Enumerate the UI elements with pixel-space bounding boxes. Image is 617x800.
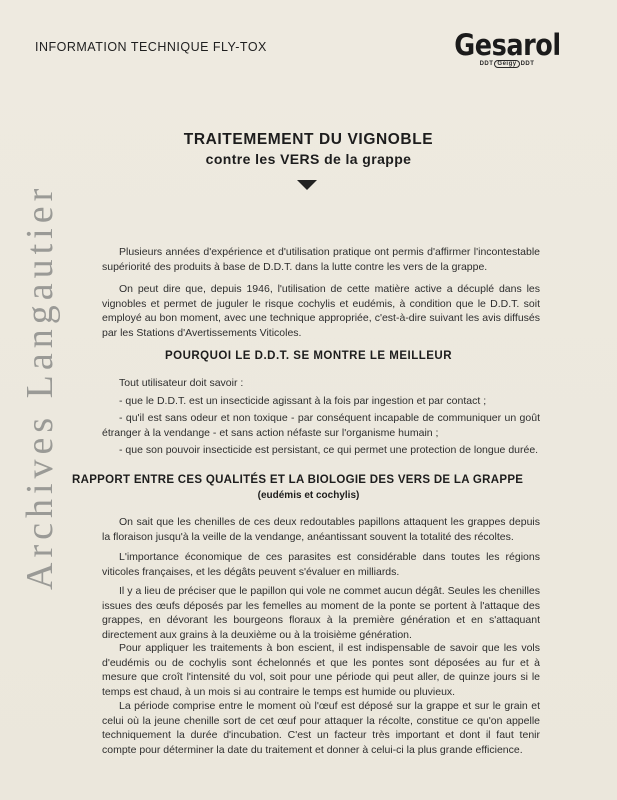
intro-paragraph-1: Plusieurs années d'expérience et d'utilisation pratique ont permis d'affirmer l'incontestable supériorité des produits à base de D.D.T. dans la lutte contre les vers de la grappe. bbox=[102, 246, 540, 273]
section2-paragraph-1: On sait que les chenilles de ces deux redoutables papillons attaquent les grappes depuis la floraison jusqu'à la veille de la vendange, anéantissant souvent la totalité des récoltes. bbox=[102, 516, 540, 543]
section1-item-3: - que son pouvoir insecticide est persistant, ce qui permet une protection de longue durée. bbox=[119, 444, 539, 456]
logo-wordmark: Gesarol bbox=[453, 28, 561, 62]
section2-paragraph-5: La période comprise entre le moment où l'œuf est déposé sur la grappe et sur le grain et celui où la jeune chenille sort de cet œuf pour attaquer la récolte, constitue ce qu'on appelle techniquement la durée d'incubation. C'est un facteur très important et dont il faut tenir compte pour déterminer la date du traitement et donner à celui-ci la plus grande efficience. bbox=[102, 700, 540, 756]
section2-paragraph-3: Il y a lieu de préciser que le papillon qui vole ne commet aucun dégât. Seules les chenilles issues des œufs déposés par les femelles au moment de la ponte se portent à l'attaque des grappes, en dévorant les bourgeons floraux à la première génération et en s'attaquant directement aux grains à la deuxième ou à la troisième génération. bbox=[102, 585, 540, 641]
section2-subheading: (eudémis et cochylis) bbox=[257, 490, 360, 501]
section2-paragraph-4: Pour appliquer les traitements à bon escient, il est indispensable de savoir que les vols d'eudémis ou de cochylis sont échelonnés et que les pontes sont déposées au fur et à mesure que croît l'intensité du vol, soit pour une période qui peut aller, de quinze jours si le temps est chaud, à un mois si au contraire le temps est humide ou pluvieux. bbox=[102, 642, 540, 698]
section1-lead: Tout utilisateur doit savoir : bbox=[119, 377, 244, 389]
section1-item-1: - que le D.D.T. est un insecticide agissant à la fois par ingestion et par contact ; bbox=[119, 395, 487, 407]
intro-paragraph-2: On peut dire que, depuis 1946, l'utilisation de cette matière active a décuplé dans les vignobles et permet de juguler le risque cochylis et eudémis, à condition que le D.D.T. soit employé au bon moment, avec une technique appropriée, c'est-à-dire suivant les avis diffusés par les Stations d'Avertissements Viticoles. bbox=[102, 283, 540, 339]
down-arrow-icon bbox=[297, 180, 317, 190]
logo-sub-right: DDT bbox=[520, 61, 535, 67]
archive-watermark: Archives Langautier bbox=[19, 183, 61, 590]
page-title: TRAITEMEMENT DU VIGNOBLE bbox=[183, 131, 434, 148]
page-subtitle: contre les VERS de la grappe bbox=[205, 151, 412, 167]
section2-paragraph-2: L'importance économique de ces parasites est considérable dans toutes les régions viticoles françaises, et les dégâts peuvent s'évaluer en milliards. bbox=[102, 551, 540, 578]
gesarol-logo bbox=[432, 28, 582, 68]
header-label: INFORMATION TECHNIQUE FLY-TOX bbox=[35, 40, 267, 54]
section1-item-2: - qu'il est sans odeur et non toxique - par conséquent incapable de communiquer un goût étranger à la vendange - et sans action néfaste sur l'organisme humain ; bbox=[102, 412, 540, 439]
section2-heading: RAPPORT ENTRE CES QUALITÉS ET LA BIOLOGIE DES VERS DE LA GRAPPE bbox=[72, 474, 524, 486]
logo-sub-mid: Geigy bbox=[494, 60, 519, 68]
logo-sub-left: DDT bbox=[479, 61, 494, 67]
section1-heading: POURQUOI LE D.D.T. SE MONTRE LE MEILLEUR bbox=[164, 350, 453, 362]
